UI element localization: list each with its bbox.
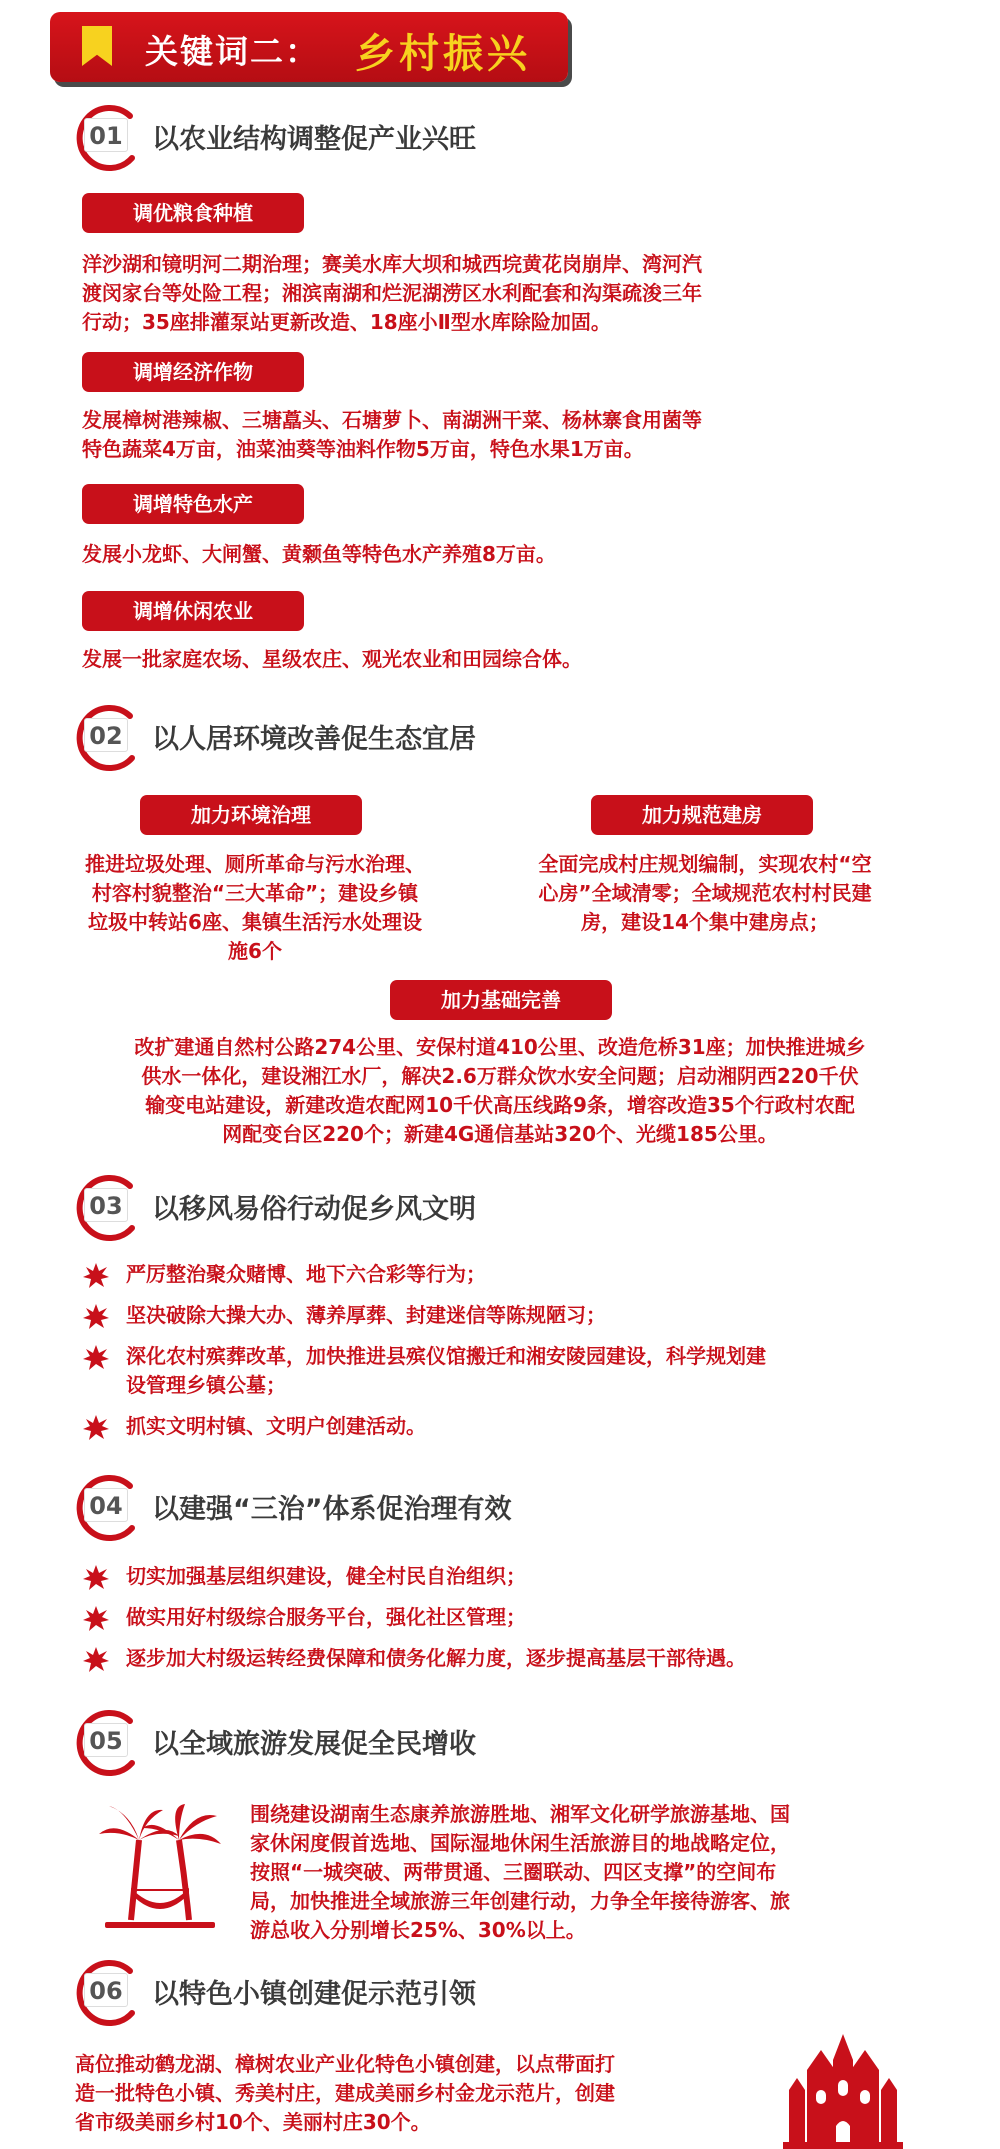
- section-number-badge: [70, 700, 142, 772]
- tag-environment: 加力环境治理: [140, 795, 362, 835]
- section-number-badge: [70, 1170, 142, 1242]
- text-line: 围绕建设湖南生态康养旅游胜地、湘军文化研学旅游基地、国: [250, 1802, 790, 1826]
- text-line: 村容村貌整治“三大革命”；建设乡镇: [91, 881, 419, 905]
- text-line: 垃圾中转站6座、集镇生活污水处理设: [88, 910, 422, 934]
- text-line: 心房”全域清零；全域规范农村村民建: [538, 881, 872, 905]
- starburst-bullet-icon: [82, 1646, 110, 1674]
- text-line: 发展一批家庭农场、星级农庄、观光农业和田园综合体。: [82, 647, 582, 671]
- paragraph-environment: [55, 850, 455, 966]
- text-line: 抓实文明村镇、文明户创建活动。: [126, 1414, 426, 1438]
- section-number: 02: [84, 718, 128, 752]
- paragraph-cash-crops: [82, 406, 942, 464]
- section-number-badge: [70, 1955, 142, 2027]
- section-number: 05: [84, 1723, 128, 1757]
- paragraph-housing: [500, 850, 910, 937]
- tag-housing: 加力规范建房: [591, 795, 813, 835]
- palm-tree-hammock-icon: [95, 1800, 225, 1930]
- paragraph-tourism: [250, 1800, 950, 1945]
- banner-label: 关键词二：: [145, 32, 320, 71]
- section-number: 01: [84, 118, 128, 152]
- text-line: 供水一体化，建设湘江水厂，解决2.6万群众饮水安全问题；启动湘阴西220千伏: [141, 1064, 859, 1088]
- text-line: 坚决破除大操大办、薄养厚葬、封建迷信等陈规陋习；: [126, 1303, 606, 1327]
- text-line: 设管理乡镇公墓；: [126, 1373, 286, 1397]
- section-number: 06: [84, 1973, 128, 2007]
- text-line: 全面完成村庄规划编制，实现农村“空: [538, 852, 872, 876]
- banner-title: 乡村振兴: [355, 31, 531, 77]
- list-item: [82, 1603, 932, 1632]
- list-item: [82, 1412, 932, 1441]
- tag-aquaculture: 调增特色水产: [82, 484, 304, 524]
- text-line: 省市级美丽乡村10个、美丽村庄30个。: [75, 2110, 431, 2134]
- text-line: 高位推动鹤龙湖、樟树农业产业化特色小镇创建，以点带面打: [75, 2052, 615, 2076]
- text-line: 游总收入分别增长25%、30%以上。: [250, 1918, 586, 1942]
- text-line: 切实加强基层组织建设，健全村民自治组织；: [126, 1564, 526, 1588]
- text-line: 严厉整治聚众赌博、地下六合彩等行为；: [126, 1262, 486, 1286]
- section-title: 以全域旅游发展促全民增收: [152, 1729, 476, 1760]
- section-title: 以特色小镇创建促示范引领: [152, 1979, 476, 2010]
- text-line: 推进垃圾处理、厕所革命与污水治理、: [85, 852, 425, 876]
- tag-cash-crops: 调增经济作物: [82, 352, 304, 392]
- tag-leisure-agri: 调增休闲农业: [82, 591, 304, 631]
- text-line: 造一批特色小镇、秀美村庄，建成美丽乡村金龙示范片，创建: [75, 2081, 615, 2105]
- bullet-list-governance: [82, 1562, 932, 1685]
- text-line: 深化农村殡葬改革，加快推进县殡仪馆搬迁和湘安陵园建设，科学规划建: [126, 1344, 766, 1368]
- paragraph-leisure-agri: [82, 645, 942, 674]
- starburst-bullet-icon: [82, 1262, 110, 1290]
- tag-grain: 调优粮食种植: [82, 193, 304, 233]
- section-title: 以移风易俗行动促乡风文明: [152, 1194, 476, 1225]
- list-item: [82, 1342, 932, 1400]
- section-number: 03: [84, 1188, 128, 1222]
- paragraph-aquaculture: [82, 540, 942, 569]
- text-line: 家休闲度假首选地、国际湿地休闲生活旅游目的地战略定位，: [250, 1831, 790, 1855]
- text-line: 发展小龙虾、大闸蟹、黄颡鱼等特色水产养殖8万亩。: [82, 542, 556, 566]
- text-line: 局，加快推进全域旅游三年创建行动，力争全年接待游客、旅: [250, 1889, 790, 1913]
- section-number-badge: [70, 1705, 142, 1777]
- list-item: [82, 1644, 932, 1673]
- starburst-bullet-icon: [82, 1564, 110, 1592]
- paragraph-grain: [82, 250, 942, 337]
- text-line: 发展樟树港辣椒、三塘藠头、石塘萝卜、南湖洲干菜、杨林寨食用菌等: [82, 408, 702, 432]
- text-line: 洋沙湖和镜明河二期治理；赛美水库大坝和城西垸黄花岗崩岸、湾河汽: [82, 252, 702, 276]
- text-line: 房，建设14个集中建房点；: [581, 910, 829, 934]
- section-title: 以人居环境改善促生态宜居: [152, 724, 476, 755]
- section-number-badge: [70, 100, 142, 172]
- text-line: 网配变台区220个；新建4G通信基站320个、光缆185公里。: [222, 1122, 778, 1146]
- paragraph-towns: [75, 2050, 765, 2137]
- section-number: 04: [84, 1488, 128, 1522]
- section-number-badge: [70, 1470, 142, 1542]
- list-item: [82, 1301, 932, 1330]
- starburst-bullet-icon: [82, 1414, 110, 1442]
- list-item: [82, 1260, 932, 1289]
- paragraph-infrastructure: [40, 1033, 960, 1149]
- text-line: 特色蔬菜4万亩，油菜油葵等油料作物5万亩，特色水果1万亩。: [82, 437, 644, 461]
- tag-infrastructure: 加力基础完善: [390, 980, 612, 1020]
- text-line: 逐步加大村级运转经费保障和债务化解力度，逐步提高基层干部待遇。: [126, 1646, 746, 1670]
- church-icon: [783, 2030, 903, 2149]
- text-line: 输变电站建设，新建改造农配网10千伏高压线路9条，增容改造35个行政村农配: [145, 1093, 855, 1117]
- bullet-list-customs: [82, 1260, 932, 1453]
- section-title: 以农业结构调整促产业兴旺: [152, 124, 476, 155]
- banner: [50, 12, 568, 82]
- starburst-bullet-icon: [82, 1605, 110, 1633]
- text-line: 渡闵家台等处险工程；湘滨南湖和烂泥湖涝区水利配套和沟渠疏浚三年: [82, 281, 702, 305]
- list-item: [82, 1562, 932, 1591]
- section-title: 以建强“三治”体系促治理有效: [152, 1494, 512, 1525]
- text-line: 施6个: [228, 939, 282, 963]
- text-line: 做实用好村级综合服务平台，强化社区管理；: [126, 1605, 526, 1629]
- text-line: 按照“一城突破、两带贯通、三圈联动、四区支撑”的空间布: [250, 1860, 777, 1884]
- starburst-bullet-icon: [82, 1344, 110, 1372]
- text-line: 行动；35座排灌泵站更新改造、18座小Ⅱ型水库除险加固。: [82, 310, 611, 334]
- text-line: 改扩建通自然村公路274公里、安保村道410公里、改造危桥31座；加快推进城乡: [134, 1035, 866, 1059]
- starburst-bullet-icon: [82, 1303, 110, 1331]
